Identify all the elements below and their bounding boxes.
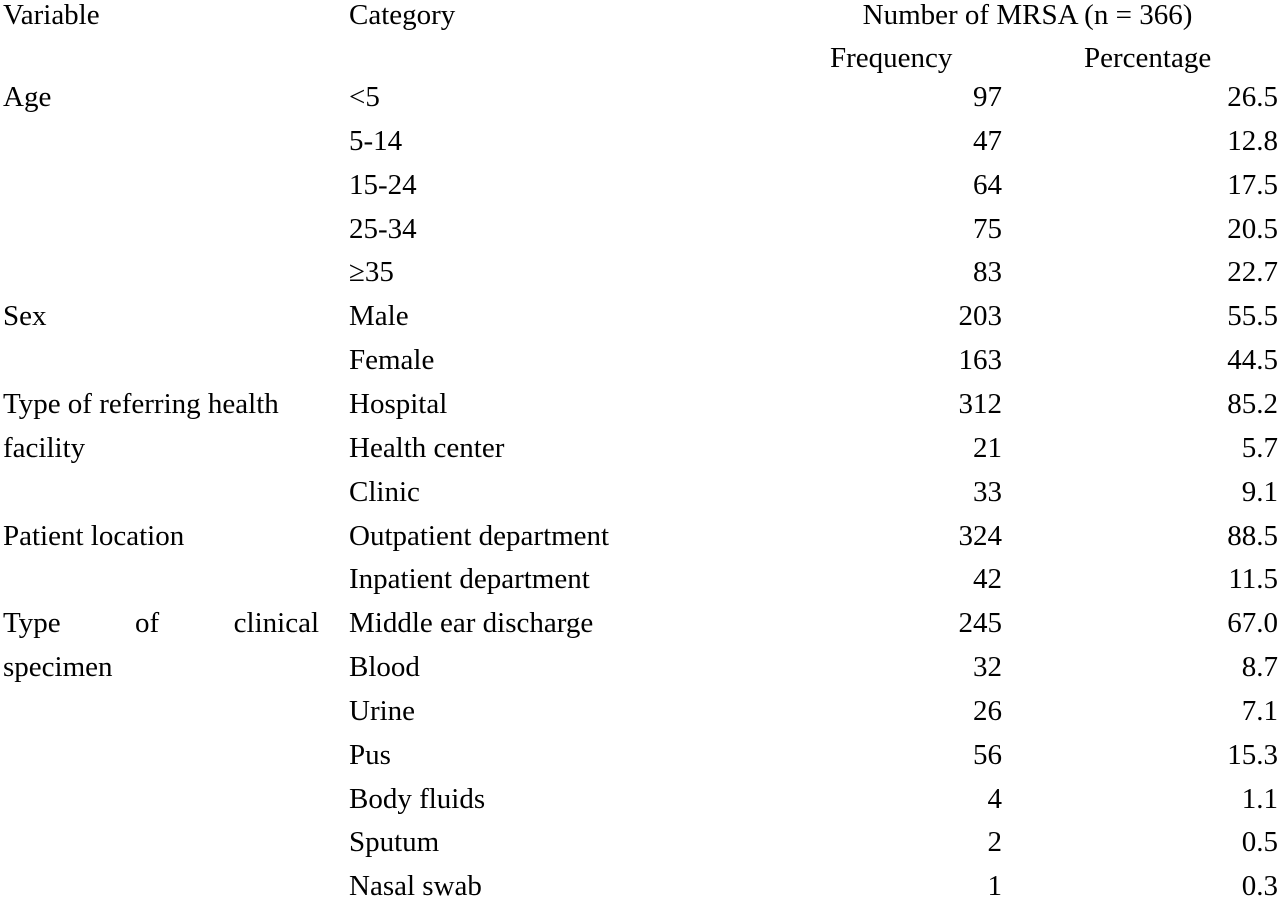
variable-cell bbox=[3, 343, 319, 377]
category-cell: Hospital bbox=[349, 388, 448, 420]
category-cell: Urine bbox=[349, 695, 416, 727]
percentage-cell: 67.0 bbox=[1227, 607, 1278, 639]
percentage-cell: 17.5 bbox=[1227, 169, 1278, 201]
category-cell: Nasal swab bbox=[349, 870, 482, 902]
frequency-cell: 83 bbox=[973, 256, 1002, 288]
category-cell: Outpatient department bbox=[349, 520, 610, 552]
header-percentage: Percentage bbox=[1084, 42, 1212, 74]
percentage-cell: 7.1 bbox=[1241, 695, 1278, 727]
variable-cell bbox=[3, 825, 319, 859]
frequency-cell: 324 bbox=[958, 520, 1002, 552]
frequency-cell: 2 bbox=[987, 826, 1002, 858]
percentage-cell: 26.5 bbox=[1227, 81, 1278, 113]
percentage-cell: 20.5 bbox=[1227, 213, 1278, 245]
category-cell: <5 bbox=[349, 81, 380, 113]
percentage-cell: 9.1 bbox=[1241, 476, 1278, 508]
category-cell: Clinic bbox=[349, 476, 420, 508]
variable-cell bbox=[3, 168, 319, 202]
header-number-of-mrsa: Number of MRSA (n = 366) bbox=[862, 0, 1193, 31]
category-cell: Male bbox=[349, 300, 409, 332]
category-cell: ≥35 bbox=[349, 256, 394, 288]
frequency-cell: 56 bbox=[973, 739, 1002, 771]
percentage-cell: 0.5 bbox=[1241, 826, 1278, 858]
category-cell: Pus bbox=[349, 739, 391, 771]
category-cell: Middle ear discharge bbox=[349, 607, 594, 639]
variable-cell: Type of referring health bbox=[3, 388, 279, 420]
frequency-cell: 75 bbox=[973, 213, 1002, 245]
header-variable: Variable bbox=[3, 0, 100, 31]
variable-cell: Patient location bbox=[3, 520, 185, 552]
variable-cell: Age bbox=[3, 81, 52, 113]
category-cell: Inpatient department bbox=[349, 563, 590, 595]
percentage-cell: 22.7 bbox=[1227, 256, 1278, 288]
variable-cell bbox=[3, 782, 319, 816]
frequency-cell: 47 bbox=[973, 125, 1002, 157]
percentage-cell: 0.3 bbox=[1241, 870, 1278, 902]
frequency-cell: 32 bbox=[973, 651, 1002, 683]
header-frequency: Frequency bbox=[830, 42, 953, 74]
variable-cell: Sex bbox=[3, 300, 47, 332]
variable-cell bbox=[3, 124, 319, 158]
variable-cell bbox=[3, 694, 319, 728]
variable-cell: specimen bbox=[3, 651, 113, 683]
percentage-cell: 55.5 bbox=[1227, 300, 1278, 332]
frequency-cell: 42 bbox=[973, 563, 1002, 595]
percentage-cell: 1.1 bbox=[1241, 783, 1278, 815]
category-cell: 25-34 bbox=[349, 213, 417, 245]
frequency-cell: 312 bbox=[958, 388, 1002, 420]
frequency-cell: 203 bbox=[958, 300, 1002, 332]
frequency-cell: 21 bbox=[973, 432, 1002, 464]
variable-cell bbox=[3, 738, 319, 772]
frequency-cell: 97 bbox=[973, 81, 1002, 113]
percentage-cell: 44.5 bbox=[1227, 344, 1278, 376]
percentage-cell: 12.8 bbox=[1227, 125, 1278, 157]
category-cell: 15-24 bbox=[349, 169, 417, 201]
frequency-cell: 33 bbox=[973, 476, 1002, 508]
category-cell: Sputum bbox=[349, 826, 440, 858]
category-cell: Health center bbox=[349, 432, 505, 464]
frequency-cell: 1 bbox=[987, 870, 1002, 902]
percentage-cell: 5.7 bbox=[1241, 432, 1278, 464]
category-cell: Blood bbox=[349, 651, 420, 683]
frequency-cell: 4 bbox=[987, 783, 1002, 815]
frequency-cell: 26 bbox=[973, 695, 1002, 727]
frequency-cell: 64 bbox=[973, 169, 1002, 201]
variable-cell: Type of clinical bbox=[3, 607, 319, 639]
category-cell: Female bbox=[349, 344, 435, 376]
percentage-cell: 88.5 bbox=[1227, 520, 1278, 552]
variable-cell bbox=[3, 212, 319, 246]
variable-cell bbox=[3, 562, 319, 596]
category-cell: Body fluids bbox=[349, 783, 486, 815]
header-category: Category bbox=[349, 0, 456, 31]
variable-cell: facility bbox=[3, 432, 86, 464]
percentage-cell: 11.5 bbox=[1228, 563, 1278, 595]
variable-cell bbox=[3, 475, 319, 509]
frequency-cell: 245 bbox=[958, 607, 1002, 639]
percentage-cell: 85.2 bbox=[1227, 388, 1278, 420]
variable-cell bbox=[3, 255, 319, 289]
percentage-cell: 15.3 bbox=[1227, 739, 1278, 771]
frequency-cell: 163 bbox=[958, 344, 1002, 376]
category-cell: 5-14 bbox=[349, 125, 403, 157]
percentage-cell: 8.7 bbox=[1241, 651, 1278, 683]
